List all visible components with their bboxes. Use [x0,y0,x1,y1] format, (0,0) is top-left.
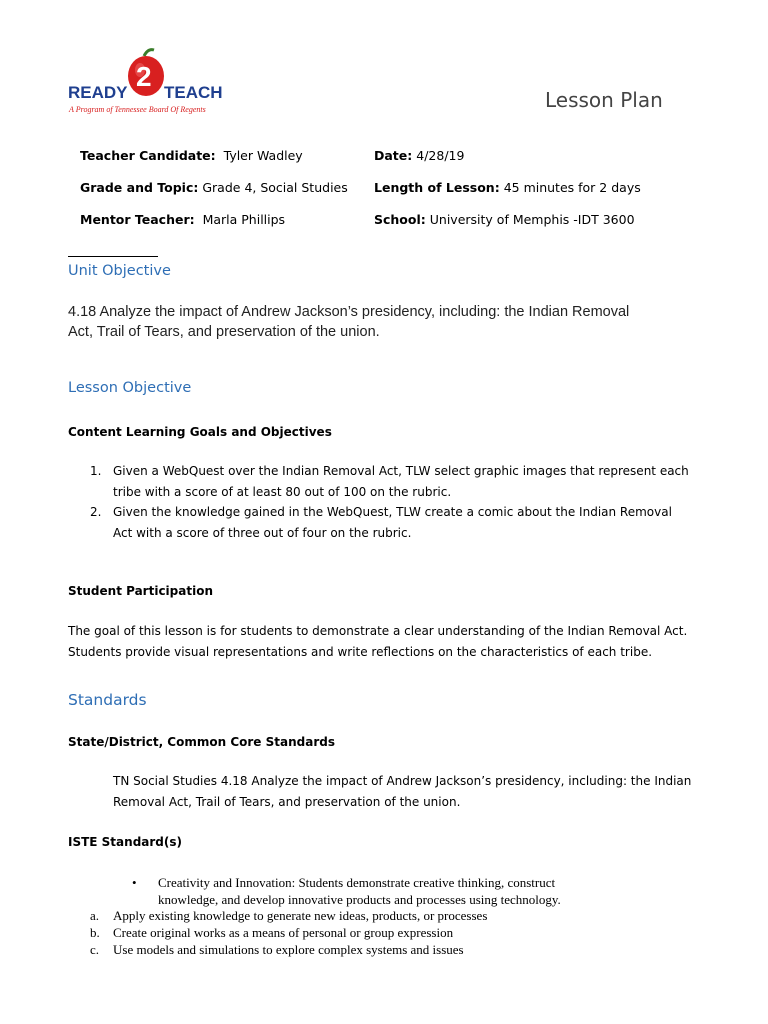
logo-teach: TEACH [164,83,223,102]
list-item: 2. [90,505,102,519]
lesson-date: Date: 4/28/19 [374,148,465,163]
grade-topic: Grade and Topic: Grade 4, Social Studies [80,180,348,195]
list-item-text: Given a WebQuest over the Indian Removal Act, TLW select graphic images that represent each tribe with a score of at least 80 out of 100 on the rubric. [113,464,689,499]
state-standards-text: TN Social Studies 4.18 Analyze the impact of Andrew Jackson’s presidency, including: the Indian Removal Act, Trail of Tears, and preservation of the union. [113,774,692,809]
lesson-objective-heading: Lesson Objective [68,380,192,396]
logo-two: 2 [136,61,152,92]
participation-heading: Student Participation [68,584,213,598]
iste-heading: ISTE Standard(s) [68,835,182,849]
list-item: 1. [90,464,102,478]
mentor-teacher: Mentor Teacher: Marla Phillips [80,212,286,227]
lettered-item: a. [90,908,100,923]
ready2teach-logo [66,46,226,122]
unit-objective-text: 4.18 Analyze the impact of Andrew Jackson’s presidency, including: the Indian Removal Act, Trail of Tears, and preservation of the union. [68,304,630,340]
content-goals-heading: Content Learning Goals and Objectives [68,425,332,439]
list-item-text: Given the knowledge gained in the WebQuest, TLW create a comic about the Indian Removal Act with a score of three out of four on the rubric. [113,505,672,540]
iste-bullet-text: Creativity and Innovation: Students demonstrate creative thinking, construct knowledge, and develop innovative products and processes using technology. [158,875,561,907]
participation-text: The goal of this lesson is for students to demonstrate a clear understanding of the Indian Removal Act. Students provide visual representations and write reflections on the characteristics of each tribe. [68,624,688,659]
lettered-item: c. [90,942,100,957]
bullet-icon: • [132,875,137,890]
unit-objective-heading: Unit Objective [68,263,171,279]
lettered-item-text: Create original works as a means of personal or group expression [113,925,454,940]
logo-ready: READY [68,83,128,102]
logo-tagline: A Program of Tennessee Board Of Regents [69,105,206,114]
divider [68,256,158,257]
lettered-item-text: Apply existing knowledge to generate new ideas, products, or processes [113,908,488,923]
standards-heading: Standards [68,691,147,709]
page-title: Lesson Plan [545,88,663,112]
lettered-item-text: Use models and simulations to explore complex systems and issues [113,942,464,957]
school: School: University of Memphis -IDT 3600 [374,212,635,227]
state-standards-heading: State/District, Common Core Standards [68,735,335,749]
teacher-candidate: Teacher Candidate: Tyler Wadley [80,148,303,163]
lesson-length: Length of Lesson: 45 minutes for 2 days [374,180,641,195]
lettered-item: b. [90,925,100,940]
